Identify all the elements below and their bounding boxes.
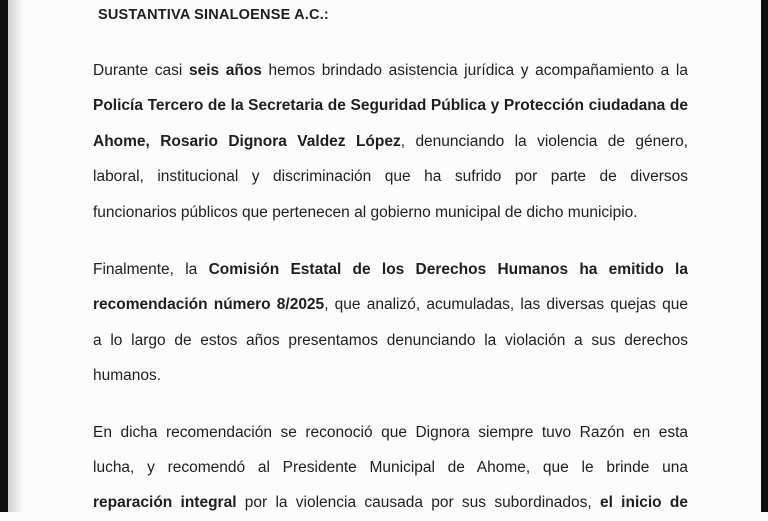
text-line <box>93 323 688 358</box>
text-line <box>93 53 688 88</box>
left-edge-bar <box>0 0 8 512</box>
text-run-bold: Ahome, Rosario Dignora Valdez López <box>93 132 401 150</box>
text-run-bold: el inicio de <box>599 494 688 512</box>
text-run: por la violencia causada por sus subordinados, <box>236 494 600 512</box>
text-run: humanos. <box>93 367 162 385</box>
text-line <box>93 159 688 194</box>
paragraph-2 <box>93 252 688 394</box>
text-run-bold: Comisión Estatal de los Derechos Humanos ha emitido la <box>208 260 688 278</box>
text-line <box>93 124 688 159</box>
text-line <box>93 88 688 123</box>
left-scan-shadow <box>8 0 24 512</box>
text-run: En dicha recomendación se reconoció que Dignora siempre tuvo Razón en esta <box>93 423 688 441</box>
text-line <box>93 252 688 287</box>
text-line <box>93 450 688 485</box>
paragraph-3 <box>93 415 688 521</box>
text-run: a lo largo de estos años presentamos denunciando la violación a sus derechos <box>93 331 688 349</box>
text-run: funcionarios públicos que pertenecen al gobierno municipal de dicho municipio. <box>93 203 638 221</box>
text-run-bold: seis años <box>188 62 262 79</box>
text-line <box>93 195 688 230</box>
paragraph-1 <box>93 53 688 230</box>
text-run: laboral, institucional y discriminación que ha sufrido por parte de diversos <box>93 168 688 186</box>
text-line <box>93 415 688 450</box>
text-line <box>93 287 688 322</box>
document-title: SUSTANTIVA SINALOENSE A.C.: <box>98 7 329 23</box>
text-line <box>93 485 688 520</box>
text-run: hemos brindado asistencia jurídica y acompañamiento a la <box>261 62 688 79</box>
text-run: , denunciando la violencia de género, <box>400 132 688 150</box>
text-run: lucha, y recomendó al Presidente Municipal de Ahome, que le brinde una <box>93 458 688 476</box>
right-edge-bar <box>761 0 768 512</box>
text-run: Durante casi <box>93 62 189 79</box>
text-run-bold: reparación integral <box>93 494 237 512</box>
text-run: Finalmente, la <box>93 260 209 278</box>
text-run-bold: Policía Tercero de la Secretaria de Seguridad Pública y Protección ciudadana de <box>93 97 688 115</box>
document-page <box>93 0 688 521</box>
text-run: , que analizó, acumuladas, las diversas quejas que <box>324 296 688 314</box>
text-run-bold: recomendación número 8/2025 <box>93 296 325 314</box>
text-line <box>93 358 688 393</box>
